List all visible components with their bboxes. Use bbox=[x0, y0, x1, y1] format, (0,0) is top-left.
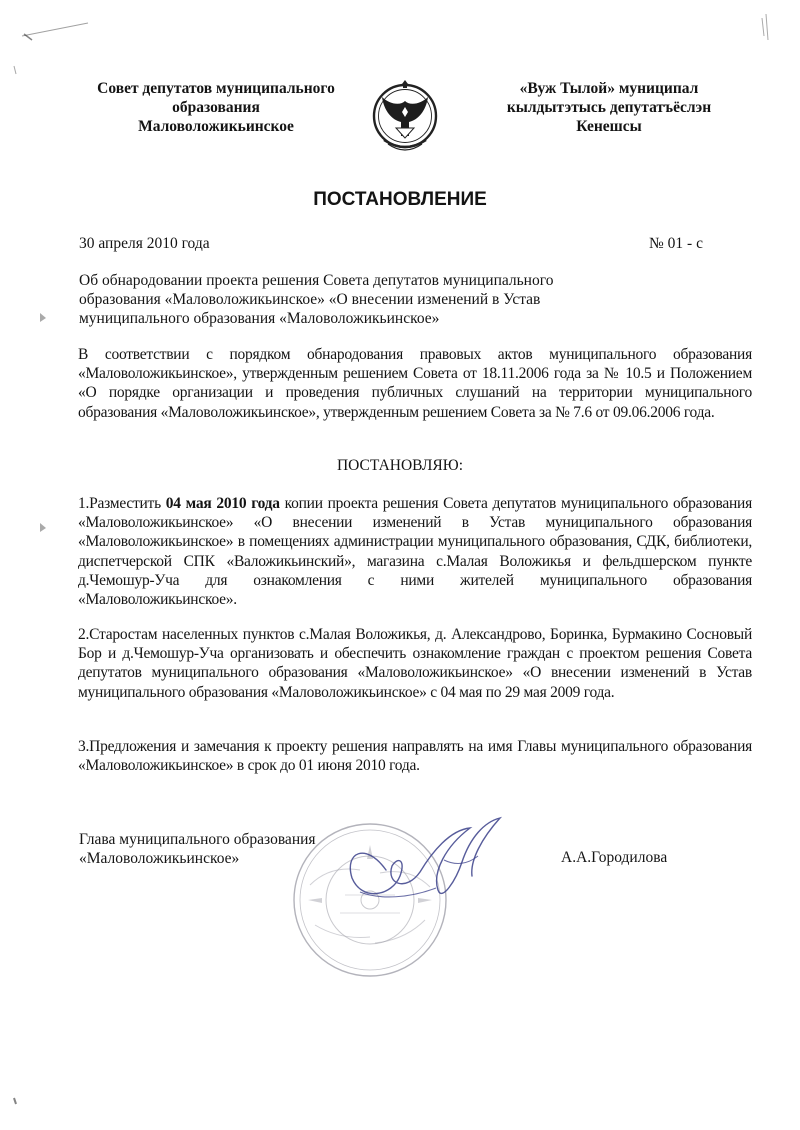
header-right-line: Кенешсы bbox=[576, 118, 642, 135]
header-right-council-name bbox=[478, 79, 740, 136]
signatory-name: А.А.Городилова bbox=[561, 849, 668, 866]
decree-heading: ПОСТАНОВЛЯЮ: bbox=[336, 457, 464, 474]
item1-prefix: 1.Разместить bbox=[78, 495, 166, 512]
signatory-position-line: «Маловоложикьинское» bbox=[79, 850, 240, 868]
preamble-paragraph: В соответствии с порядком обнародования правовых актов муниципального образования «Маловоложикьинское», утвержденным решением Совета от 18.11.2006 года за № 10.5 и Положением «О порядке организации и проведения публичных слушаний на территории муниципального образования «Маловоложикьинское», утвержденным решением Совета за № 7.6 от 09.06.2006 года. bbox=[78, 346, 752, 421]
header-left-line: Маловоложикьинское bbox=[138, 118, 294, 135]
document-subject bbox=[79, 271, 553, 329]
item1-text: копии проекта решения Совета депутатов муниципального образования «Маловоложикьинское» «О внесении изменений в Устав муниципального образования «Маловоложикьинское» в помещениях администрации муниципального образования, СДК, библиотеки, диспетчерской СПК «Валожикьинский», магазина с.Малая Воложикья и фельдшерском пункте д.Чемошур-Уча для ознакомления с ними жителей муниципального образования «Маловоложикьинское». bbox=[78, 495, 752, 609]
signatory-position-line: Глава муниципального образования bbox=[79, 831, 316, 848]
signatory-position bbox=[79, 830, 316, 868]
header-right-line: кылдытэтысь депутатъёслэн bbox=[506, 99, 712, 116]
header-left-line: образования bbox=[172, 99, 260, 116]
decree-item-1 bbox=[78, 494, 752, 609]
document-date: 30 апреля 2010 года bbox=[79, 235, 210, 252]
subject-line: муниципального образования «Маловоложикьинское» bbox=[79, 310, 440, 328]
document-title: ПОСТАНОВЛЕНИЕ bbox=[313, 189, 487, 210]
header-left-line: Совет депутатов муниципального bbox=[97, 80, 335, 97]
decree-item-3: 3.Предложения и замечания к проекту решения направлять на имя Главы муниципального образования «Маловоложикьинское» в срок до 01 июня 2010 года. bbox=[78, 738, 752, 775]
coat-of-arms-icon bbox=[370, 78, 440, 158]
decree-item-2: 2.Старостам населенных пунктов с.Малая Воложикья, д. Александрово, Боринка, Бурмакино Сосновый Бор и д.Чемошур-Уча организовать и обеспечить ознакомление граждан с проектом решения Совета депутатов муниципального образования «Маловоложикьинское» «О внесении изменений в Устав муниципального образования «Маловоложикьинское» с 04 мая по 29 мая 2009 года. bbox=[78, 626, 752, 701]
header-left-council-name bbox=[80, 79, 352, 136]
item1-date-bold: 04 мая 2010 года bbox=[165, 495, 280, 512]
subject-line: образования «Маловоложикьинское» «О внесении изменений в Устав bbox=[79, 291, 541, 309]
header-right-line: «Вуж Тылой» муниципал bbox=[519, 80, 699, 97]
subject-line: Об обнародовании проекта решения Совета депутатов муниципального bbox=[79, 272, 554, 289]
document-number: № 01 - с bbox=[649, 235, 703, 252]
